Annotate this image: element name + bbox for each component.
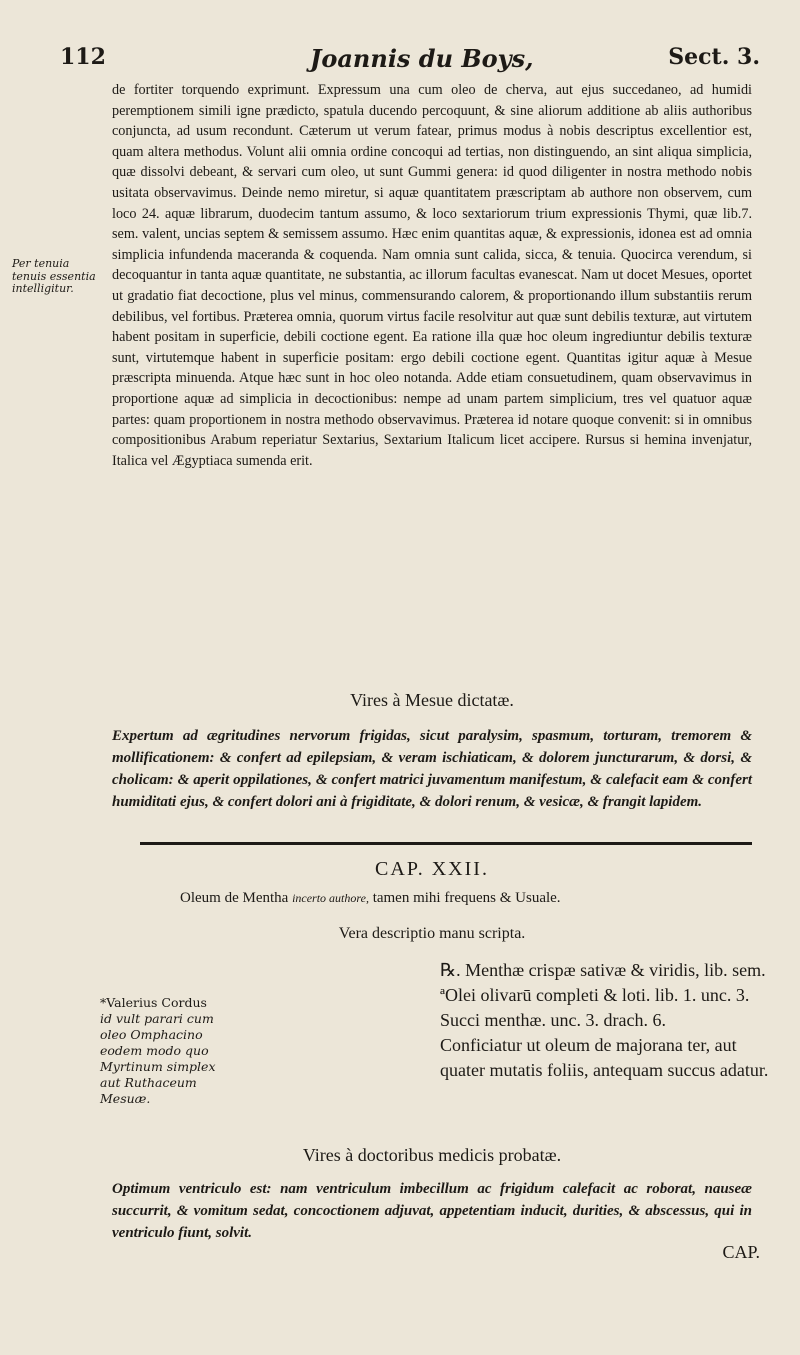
recipe-block xyxy=(440,958,770,1083)
margin-note-cordus xyxy=(100,995,220,1107)
paragraph-text: de fortiter torquendo exprimunt. Expressum una cum oleo de cherva, aut ejus succedaneo, ad humidi peremptionem simili igne prædicto, spatula ducendo percoquunt, & sine aliorum additione ab aliis authoribus conjuncta, ad usum recondunt. Cæterum ut verum fatear, primus modus à nobis descriptus excellentior est, quam altera methodus. Volunt alii omnia ordine concoqui ad tertias, non distinguendo, an sint aliqua simplicia, quæ dissolvi debeant, & servari cum oleo, ut sunt Gummi genera: id quod diligenter in nostra methodo nobis usitata observavimus. Deinde nemo miretur, si aquæ quantitatem præscriptam ab authore non observem, cum loco 24. aquæ librarum, duodecim tantum assumo, & loco sextariorum trium expressionis Thymi, quæ lib.7. sem. valent, uncias septem & semissem assumo. Hæc enim quantitas aquæ, & expressionis, idonea est ad omnia simplicia infundenda maceranda & coquenda. Nam omnia sunt calida, sicca, & tenuia. Quocirca verendum, si decoquantur in tanta aquæ quantitate, ne substantia, ac illorum facultas evanescat. Nam ut docet Mesues, oportet ut gradatio fiat decoctione, plus vel minus, commensurando calorem, & proportionando illum substantiis rerum debilibus, vel fortibus. Præterea omnia, quorum virtus facile resolvitur aut quæ sunt debilis texturæ, aut virtutem habent positam in superficie, debili coctione egent. Ea ratione illa quæ hoc oleum ingrediuntur debilis texturæ sunt, virtutemque habent in superficie positam: ergo debili coctione egent. Quantitas igitur aquæ à Mesue præscripta minuenda. Atque hæc sunt in hoc oleo notanda. Adde etiam consuetudinem, quam observavimus in proportione aquæ ad simplicia in decoctionibus: nempe ad unam partem simplicium, tres vel quatuor aquæ partes: quam proportionem in nostra methodo observavimus. Præterea id notare quoque convenit: si in omnibus compositionibus Arabum reperiatur Sextarius, Sextarium Italicum licet accipere. Rursus si hemina invenjatur, Italica vel Ægyptiaca sumenda erit. xyxy=(112,82,752,469)
vera-descriptio: Vera descriptio manu scripta. xyxy=(338,925,526,942)
recipe-line: Conficiatur ut oleum de majorana ter, aut quater mutatis foliis, antequam succus adatur. xyxy=(440,1035,769,1080)
recipe-line: Succi menthæ. unc. 3. drach. 6. xyxy=(440,1010,666,1030)
virtues-text-mesue: Expertum ad ægritudines nervorum frigidas, sicut paralysim, spasmum, torturam, tremorem & mollificationem: & confert ad epilepsiam, & veram ischiaticam, & dolorem juncturarum, & dorsi, & cholicam: & aperit oppilationes, & confert matrici juvamentum manifestum, & calefacit eam & confert humiditati ejus, & confert dolori ani à frigiditate, & dolori renum, & vesicæ, & frangit lapidem. xyxy=(112,728,752,810)
margin-note-essentia: Per tenuia tenuis essentia intelligitur. xyxy=(12,257,96,296)
subtitle-italic: incerto authore, xyxy=(292,891,369,905)
recipe-line: ℞. Menthæ crispæ sativæ & viridis, lib. sem. xyxy=(440,960,766,980)
recipe-line: ªOlei olivarū completi & loti. lib. 1. unc. 3. xyxy=(440,985,750,1005)
subtitle-rest: tamen mihi frequens & Usuale. xyxy=(372,890,561,906)
page-header xyxy=(60,44,760,84)
subtitle-main: Oleum de Mentha xyxy=(180,890,289,906)
chapter-rule xyxy=(140,842,752,845)
page-number: 112 xyxy=(60,44,106,70)
chapter-subtitle xyxy=(180,890,760,907)
virtues-heading-doctors: Vires à doctoribus medicis probatæ. xyxy=(302,1145,562,1165)
section-marker: Sect. 3. xyxy=(668,44,760,70)
virtues-text-doctors: Optimum ventriculo est: nam ventriculum imbecillum ac frigidum calefacit ac roborat, nauseæ succurrit, & vomitum sedat, concoctionem adjuvat, appetentiam inducit, durities, & abscessus, qui in ventriculo fiunt, solvit. xyxy=(112,1181,752,1241)
catchword: CAP. xyxy=(722,1242,760,1262)
note-lead: *Valerius Cordus xyxy=(100,995,207,1010)
note-rest: id vult parari cum oleo Omphacino eodem modo quo Myrtinum simplex aut Ruthaceum Mesuæ. xyxy=(100,1011,216,1106)
main-paragraph xyxy=(112,80,752,471)
virtues-heading-mesue: Vires à Mesue dictatæ. xyxy=(350,690,514,710)
running-title: Joannis du Boys, xyxy=(310,44,534,73)
chapter-title: CAP. XXII. xyxy=(375,858,489,880)
